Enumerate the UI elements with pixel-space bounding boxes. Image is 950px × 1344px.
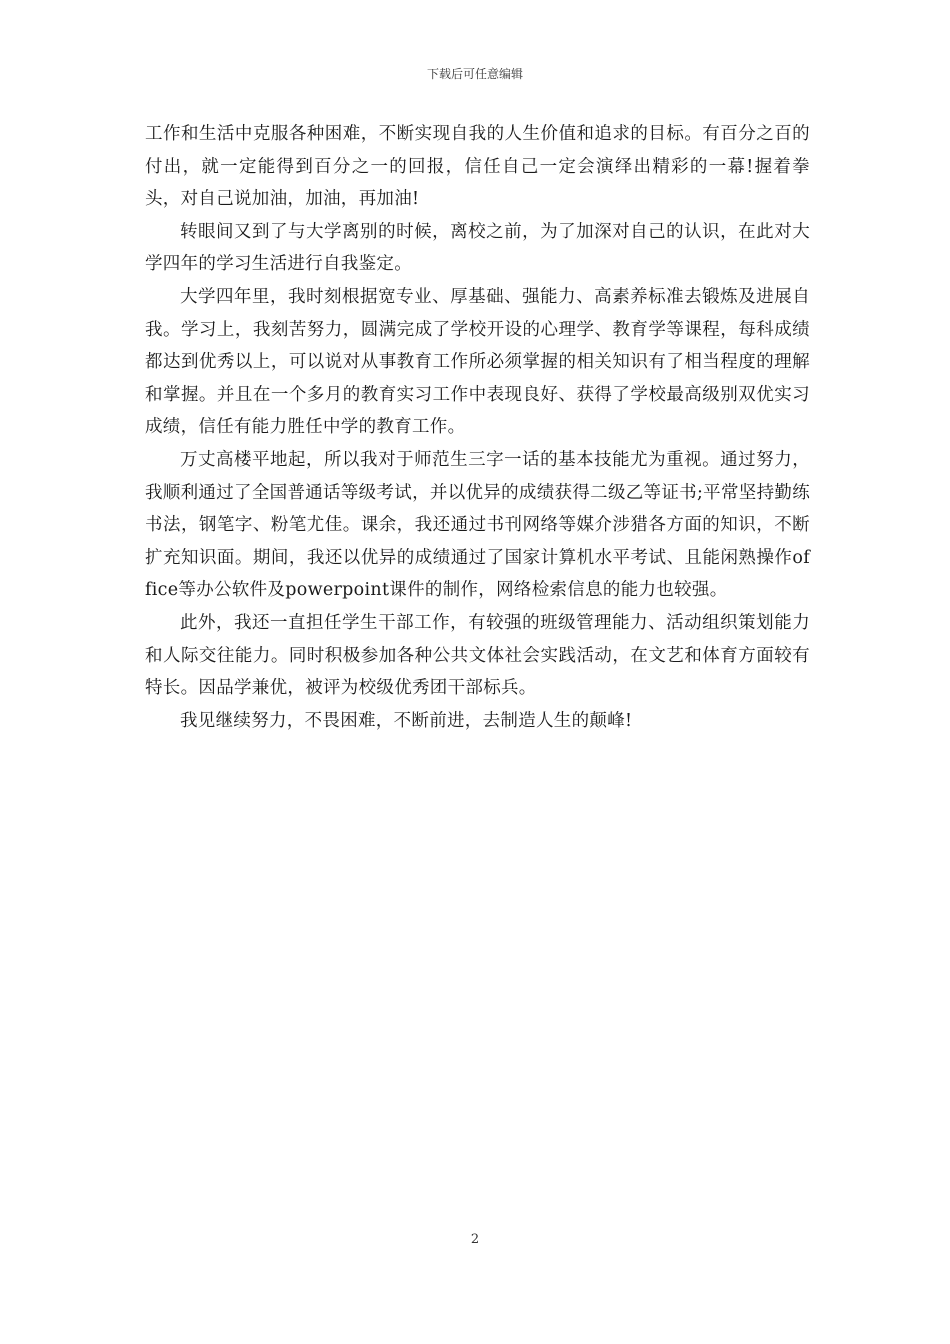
page-number: 2 [470, 1232, 480, 1247]
paragraph-continuation: 工作和生活中克服各种困难，不断实现自我的人生价值和追求的目标。有百分之百的付出，就一定能得到百分之一的回报，信任自己一定会演绎出精彩的一幕!握着拳头，对自己说加油，加油，再加油! [145, 124, 810, 210]
paragraph-leadership: 此外，我还一直担任学生干部工作，有较强的班级管理能力、活动组织策划能力和人际交往能力。同时积极参加各种公共文体社会实践活动，在文艺和体育方面较有特长。因品学兼优，被评为校级优秀团干部标兵。 [145, 612, 810, 699]
paragraph-skills: 万丈高楼平地起，所以我对于师范生三字一话的基本技能尤为重视。通过努力，我顺利通过了全国普通话等级考试，并以优异的成绩获得二级乙等证书;平常坚持勤练书法，钢笔字、粉笔尤佳。课余，我还通过书刊网络等媒介涉猎各方面的知识，不断扩充知识面。期间，我还以优异的成绩通过了国家计算机水平考试、且能闲熟操作office等办公软件及powerpoint课件的制作，网络检索信息的能力也较强。 [145, 449, 810, 601]
paragraph-study: 大学四年里，我时刻根据宽专业、厚基础、强能力、高素养标准去锻炼及进展自我。学习上，我刻苦努力，圆满完成了学校开设的心理学、教育学等课程，每科成绩都达到优秀以上，可以说对从事教育工作所必须掌握的相关知识有了相当程度的理解和掌握。并且在一个多月的教育实习工作中表现良好、获得了学校最高级别双优实习成绩，信任有能力胜任中学的教育工作。 [145, 286, 810, 438]
document-body [145, 118, 810, 737]
page-header: 下载后可任意编辑 [426, 67, 523, 81]
paragraph-farewell: 转眼间又到了与大学离别的时候，离校之前，为了加深对自己的认识，在此对大学四年的学习生活进行自我鉴定。 [145, 221, 810, 275]
paragraph-closing: 我见继续努力，不畏困难，不断前进，去制造人生的颠峰! [180, 710, 633, 731]
